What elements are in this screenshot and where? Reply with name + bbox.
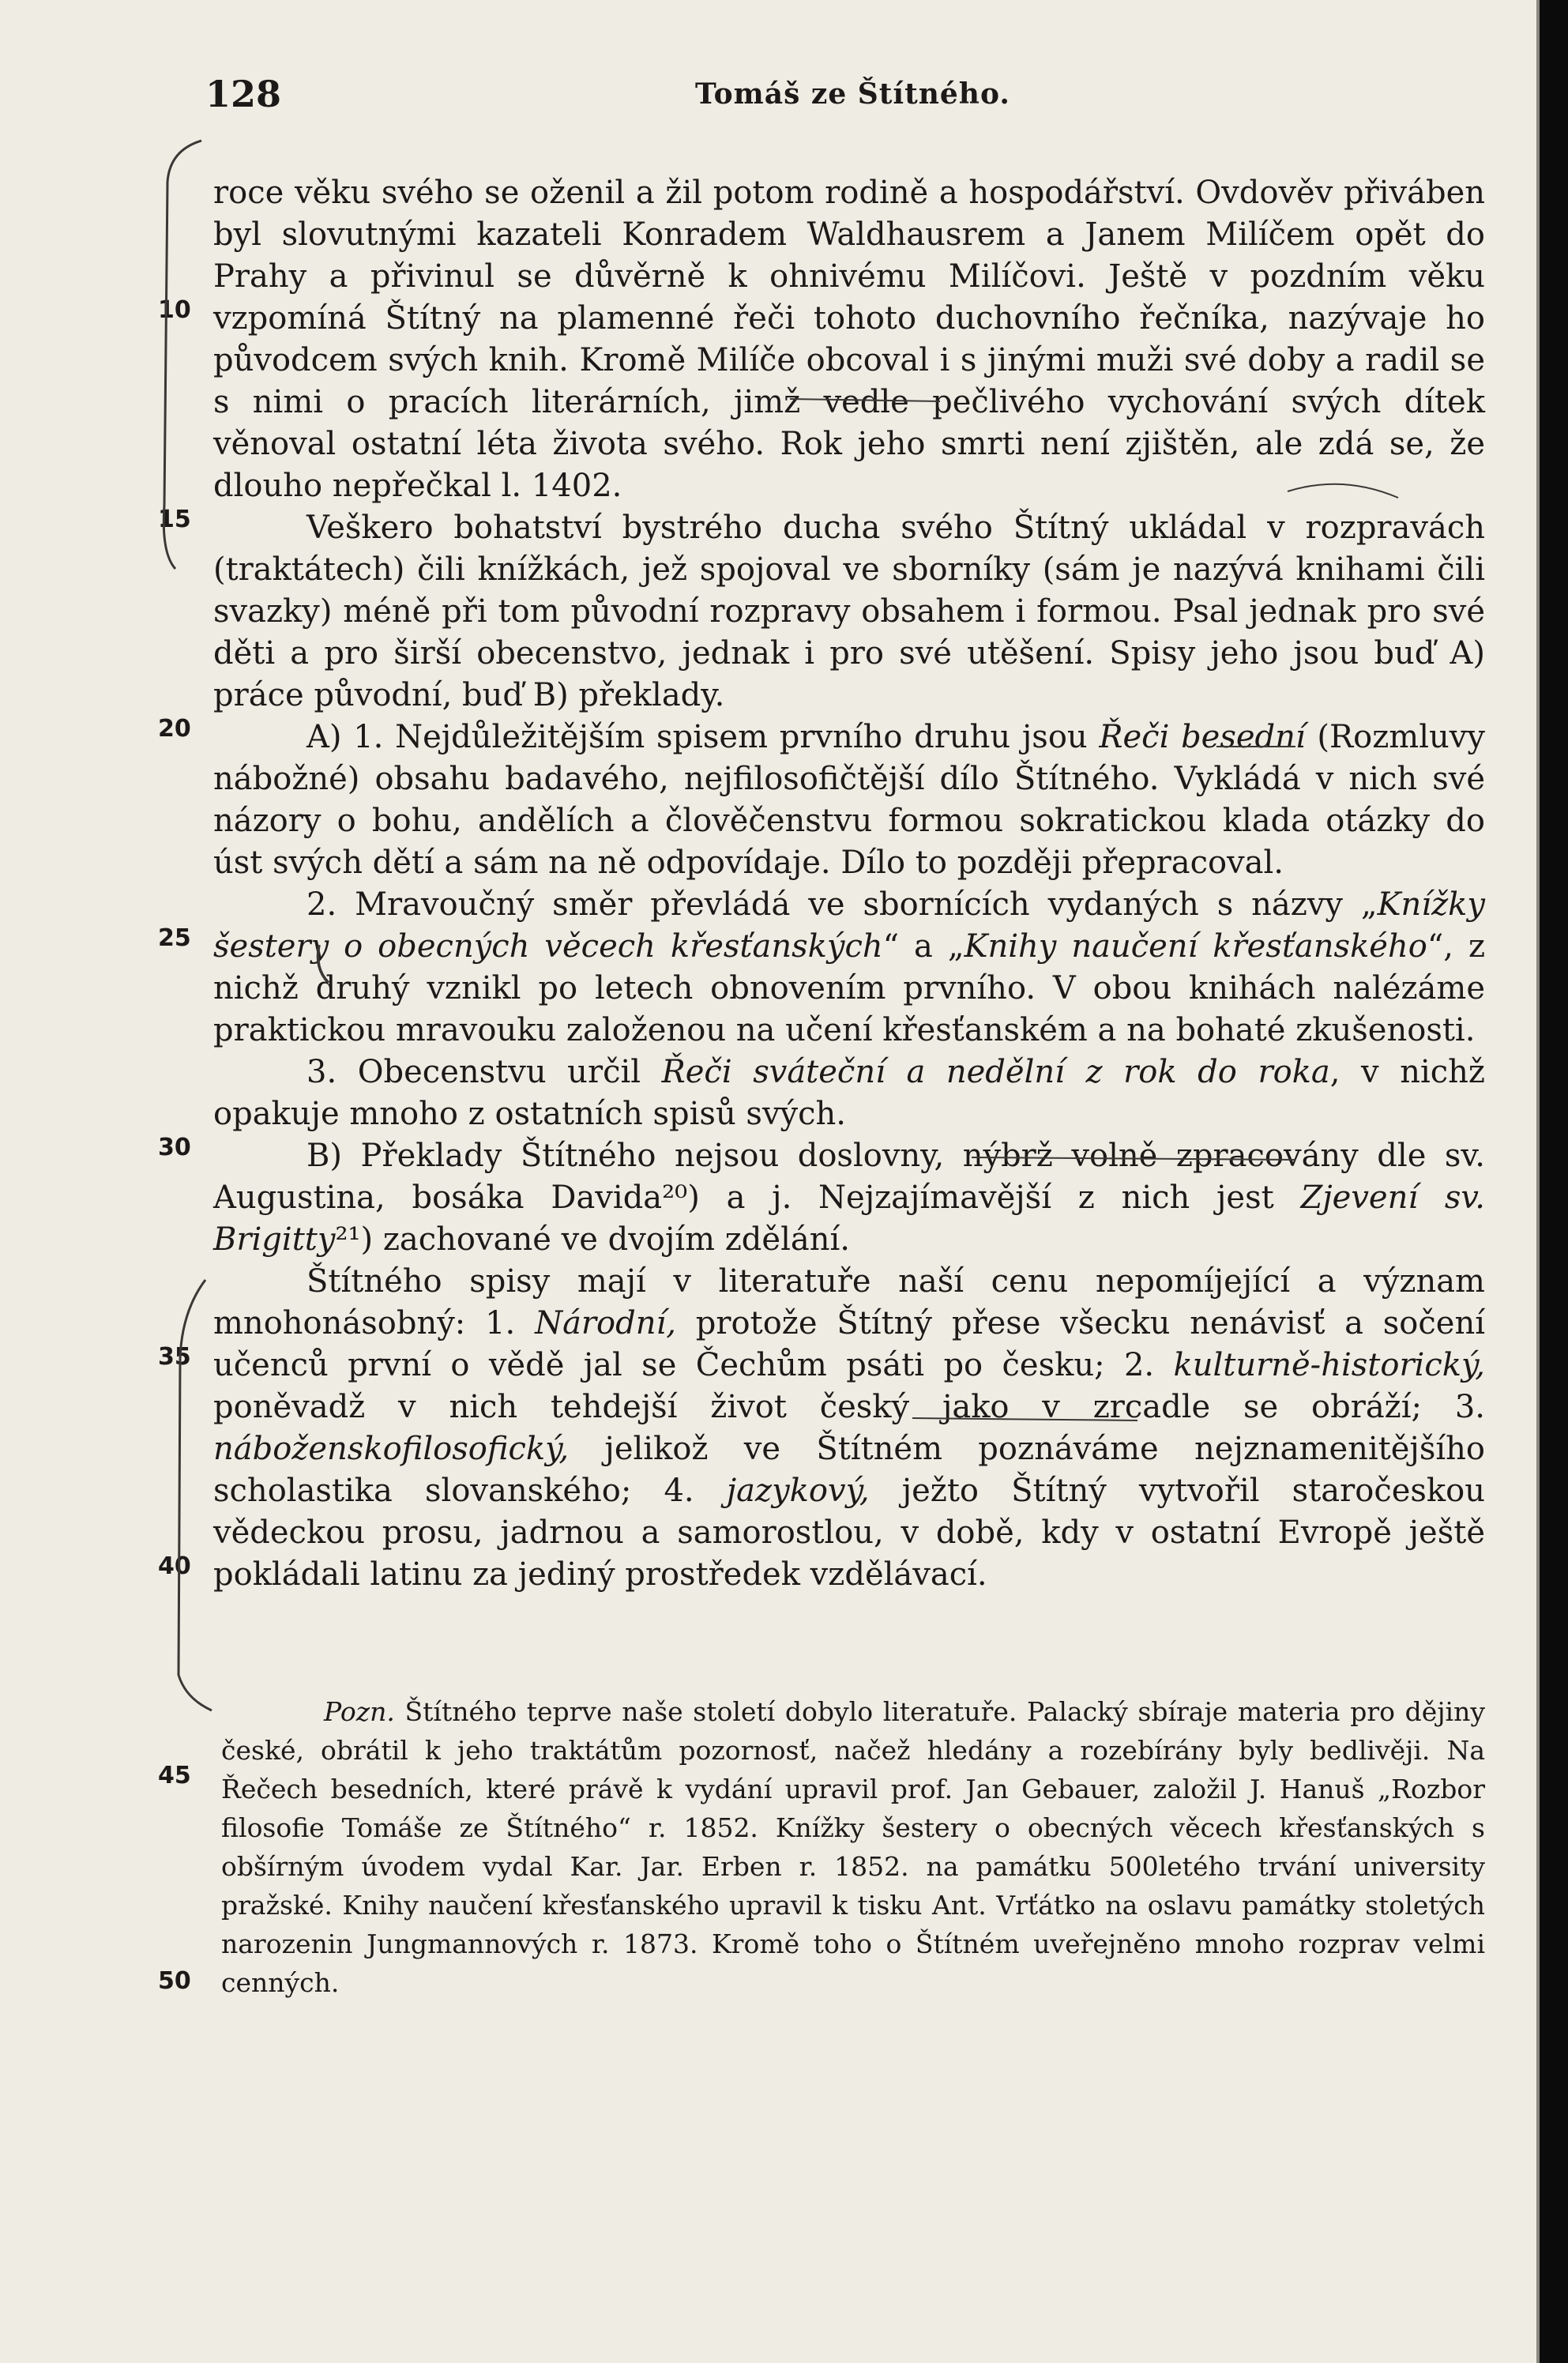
line-number: 50 [158,1967,191,1995]
footnote-paragraph: Pozn. Štítného teprve naše století dobylo literatuře. Palacký sbíraje materia pro dějiny české, obrátil k jeho traktátům pozornosť, načež hledány a rozebírány byly bedlivěji. Na Řečech besedních, které právě k vydání upravil prof. Jan Gebauer, založil J. Hanuš „Rozbor filosofie Tomáše ze Štítného“ r. 1852. Knížky šestery o obecných věcech křesťanských s obšírným úvodem vydal Kar. Jar. Erben r. 1852. na památku 500letého trvání university pražské. Knihy naučení křesťanského upravil k tisku Ant. Vrťátko na oslavu památky stoletých narozenin Jungmannových r. 1873. Kromě toho o Štítném uveřejněno mnoho rozprav velmi cenných. [221,1696,1485,1998]
paragraph-original-works-3: 3. Obecenstvu určil Řeči sváteční a nedělní z rok do roka, v nichž opakuje mnoho z ostatních spisů svých. [213,1054,1486,1132]
line-number: 10 [158,296,191,324]
footnote [221,1692,1485,2002]
line-number: 35 [158,1343,191,1371]
line-number: 15 [158,506,191,533]
line-number: 25 [158,924,191,952]
line-number: 20 [158,715,191,743]
main-text [213,172,1485,1596]
paragraph-translations: B) Překlady Štítného nejsou doslovny, nýbrž volně zpracovány dle sv. Augustina, bosáka Davida²⁰) a j. Nejzajímavější z nich jest Zjevení sv. Brigitty²¹) zachované ve dvojím zdělání. [213,1138,1486,1258]
page-header [205,73,1485,128]
paragraph-original-works-1: A) 1. Nejdůležitějším spisem prvního druhu jsou Řeči besední (Rozmluvy nábožné) obsahu badavého, nejfilosofičtější dílo Štítného. Vykládá v nich své názory o bohu, andělích a člověčenstvu formou sokratickou klada otázky do úst svých dětí a sám na ně odpovídaje. Dílo to později přepracoval. [213,719,1485,881]
paragraph-significance: Štítného spisy mají v literatuře naší cenu nepomíjející a význam mnohonásobný: 1. Národní, protože Štítný přese všecku nenávisť a sočení učenců první o vědě jal se Čechům psáti po česku; 2. kulturně-historický, poněvadž v nich tehdejší život český jako v zrcadle se obráží; 3. náboženskofilosofický, jelikož ve Štítném poznáváme nejznamenitějšího scholastika slovanského; 4. jazykový, ježto Štítný vytvořil staročeskou vědeckou prosu, jadrnou a samorostlou, v době, kdy v ostatní Evropě ještě pokládali latinu za jediný prostředek vzdělávací. [213,1263,1486,1593]
work-title: Knihy naučení křesťanského [964,928,1427,965]
pencil-bracket-top [164,141,201,569]
work-title: Knížky šestery o obecných věcech křesťanských [213,886,1485,965]
work-title: Řeči sváteční a nedělní z rok do roka [661,1054,1330,1090]
line-number: 40 [158,1552,191,1580]
work-title: Zjevení sv. Brigitty [213,1180,1486,1258]
footnote-label: Pozn. [324,1696,395,1727]
running-title: Tomáš ze Štítného. [695,77,1010,111]
paragraph-works-intro: Veškero bohatství bystrého ducha svého Štítný ukládal v rozpravách (traktátech) čili knížkách, jež spojoval ve sborníky (sám je nazývá knihami čili svazky) méně při tom původní rozpravy obsahem i formou. Psal jednak pro své děti a pro širší obecenstvo, jednak i pro své utěšení. Spisy jeho jsou buď A) práce původní, buď B) překlady. [213,510,1485,713]
paragraph-biography: roce věku svého se oženil a žil potom rodině a hospodářství. Ovdověv přiváben byl slovutnými kazateli Konradem Waldhausrem a Janem Milíčem opět do Prahy a přivinul se důvěrně k ohnivému Milíčovi. Ještě v pozdním věku vzpomíná Štítný na plamenné řeči tohoto duchovního řečníka, nazývaje ho původcem svých knih. Kromě Milíče obcoval i s jinými muži své doby a radil se s nimi o pracích literárních, jimž vedle pečlivého vychování svých dítek věnoval ostatní léta života svého. Rok jeho smrti není zjištěn, ale zdá se, že dlouho nepřečkal l. 1402. [213,175,1485,504]
paragraph-original-works-2: 2. Mravoučný směr převládá ve sbornících vydaných s názvy „Knížky šestery o obecných věcech křesťanských“ a „Knihy naučení křesťanského“, z nichž druhý vznikl po letech obnovením prvního. V obou knihách nalézáme praktickou mravouku založenou na učení křesťanském a na bohaté zkušenosti. [213,886,1486,1048]
page-number: 128 [205,73,282,115]
line-number: 45 [158,1762,191,1789]
work-title: Řeči besední [1099,719,1306,755]
line-number: 30 [158,1134,191,1161]
scan-edge-dark [1540,0,1568,2363]
